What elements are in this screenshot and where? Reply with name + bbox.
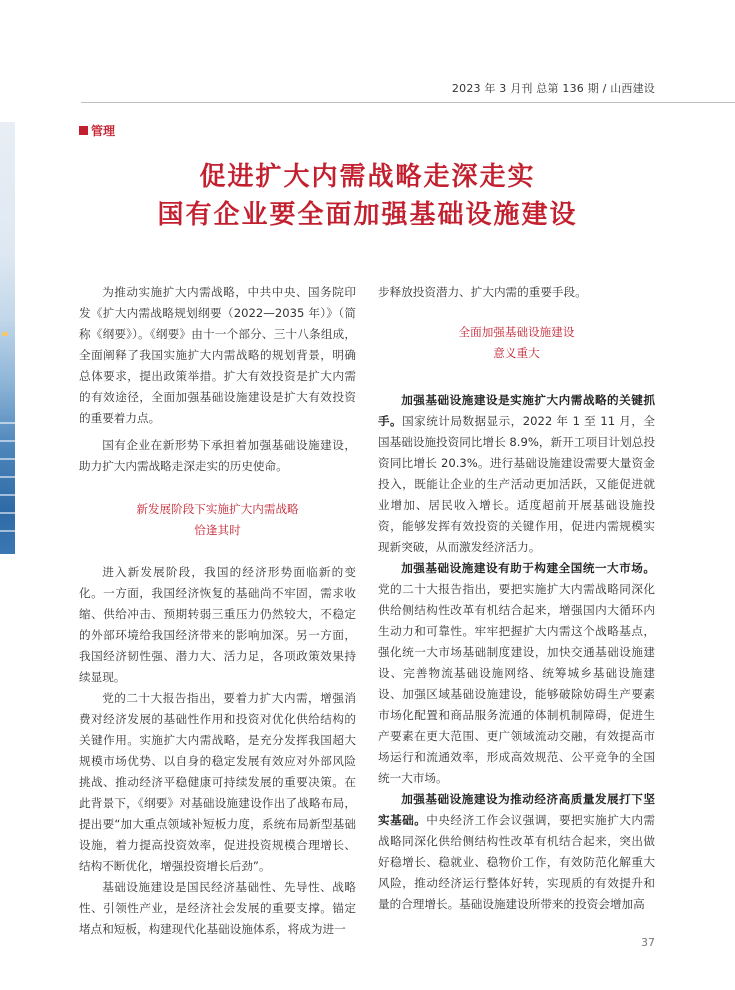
section-label: 管理: [91, 124, 116, 138]
header-rule: [81, 102, 735, 103]
paragraph-body: 党的二十大报告指出，要把实施扩大内需战略同深化供给侧结构性改革有机结合起来，增强国内大循环内生动力和可靠性。牢牢把握扩大内需这个战略基点，强化统一大市场基础制度建设，加快交通基础设施建设、完善物流基础设施网络、统筹城乡基础设施建设、加强区域基础设施建设，能够破除妨碍生产要素市场化配置和商品服务流通的体制机制障碍，促进生产要素在更大范围、更广领域流动交融，有效提高市场运行和流通效率，形成高效规范、公平竞争的全国统一大市场。: [378, 582, 655, 785]
title-line-1: 促进扩大内需战略走深走实: [199, 162, 536, 192]
paragraph: 进入新发展阶段，我国的经济形势面临新的变化。一方面，我国经济恢复的基础尚不牢固，需求收缩、供给冲击、预期转弱三重压力仍然较大，不稳定的外部环境给我国经济带来的影响加深。另一方面，我国经济韧性强、潜力大、活力足，各项政策效果持续显现。: [79, 565, 356, 684]
right-column: [378, 282, 655, 915]
paragraph-body: 中央经济工作会议强调，要把实施扩大内需战略同深化供给侧结构性改革有机结合起来，突出做好稳增长、稳就业、稳物价工作，有效防范化解重大风险，推动经济运行整体好转，实现质的有效提升和量的合理增长。基础设施建设所带来的投资会增加高: [378, 813, 655, 911]
subheading-line-2: 意义重大: [493, 346, 540, 360]
section-tag: [79, 122, 115, 139]
issue-info: 2023 年 3 月刊 总第 136 期 / 山西建设: [451, 82, 655, 95]
subheading-line-1: 全面加强基础设施建设: [458, 325, 575, 339]
article-title: [0, 158, 735, 234]
subheading: [79, 499, 356, 541]
paragraph: 党的二十大报告指出，要着力扩大内需，增强消费对经济发展的基础性作用和投资对优化供给结构的关键作用。实施扩大内需战略，是充分发挥我国超大规模市场优势、以自身的稳定发展有效应对外部风险挑战、推动经济平稳健康可持续发展的重要决策。在此背景下，《纲要》对基础设施建设作出了战略布局，提出要“加大重点领域补短板力度，系统布局新型基础设施，着力提高投资效率，促进投资规模合理增长、结构不断优化，增强投资增长后劲”。: [79, 691, 356, 873]
paragraph: [378, 390, 655, 558]
title-line-2: 国有企业要全面加强基础设施建设: [157, 200, 578, 230]
subheading: [378, 322, 655, 364]
bold-lead: 加强基础设施建设有助于构建全国统一大市场。: [401, 561, 655, 575]
page-number: 37: [641, 936, 655, 949]
subheading-line-1: 新发展阶段下实施扩大内需战略: [136, 502, 299, 516]
paragraph: [378, 558, 655, 789]
bold-lead: 加强基础设施建设是实施扩大内需战略的关键抓手。: [378, 393, 655, 428]
paragraph: 国有企业在新形势下承担着加强基础设施建设，助力扩大内需战略走深走实的历史使命。: [79, 438, 356, 473]
paragraph-body: 国家统计局数据显示，2022 年 1 至 11 月，全国基础设施投资同比增长 8.9%，新开工项目计划总投资同比增长 20.3%。进行基础设施建设需要大量资金投入，既能让企业的生产活动更加活跃，又能促进就业增加、居民收入增长。适度超前开展基础设施投资，能够发挥有效投资的关键作用，促进内需规模实现新突破，从而激发经济活力。: [378, 414, 655, 554]
bold-lead: 加强基础设施建设为推动经济高质量发展打下坚实基础。: [378, 792, 655, 827]
paragraph: [378, 789, 655, 915]
paragraph: 为推动实施扩大内需战略，中共中央、国务院印发《扩大内需战略规划纲要（2022—2035 年）》（简称《纲要》）。《纲要》由十一个部分、三十八条组成，全面阐释了我国实施扩大内需战略的规划背景，明确总体要求，提出政策举措。扩大有效投资是扩大内需的有效途径，全面加强基础设施建设是扩大有效投资的重要着力点。: [79, 285, 356, 425]
left-column: [79, 282, 356, 940]
paragraph: 基础设施建设是国民经济基础性、先导性、战略性、引领性产业，是经济社会发展的重要支撑。锚定堵点和短板，构建现代化基础设施体系，将成为进一: [79, 880, 356, 936]
sun-glint: [2, 332, 8, 336]
subheading-line-2: 恰逢其时: [194, 523, 241, 537]
square-bullet-icon: [79, 126, 88, 135]
paragraph: 步释放投资潜力、扩大内需的重要手段。: [378, 285, 587, 299]
